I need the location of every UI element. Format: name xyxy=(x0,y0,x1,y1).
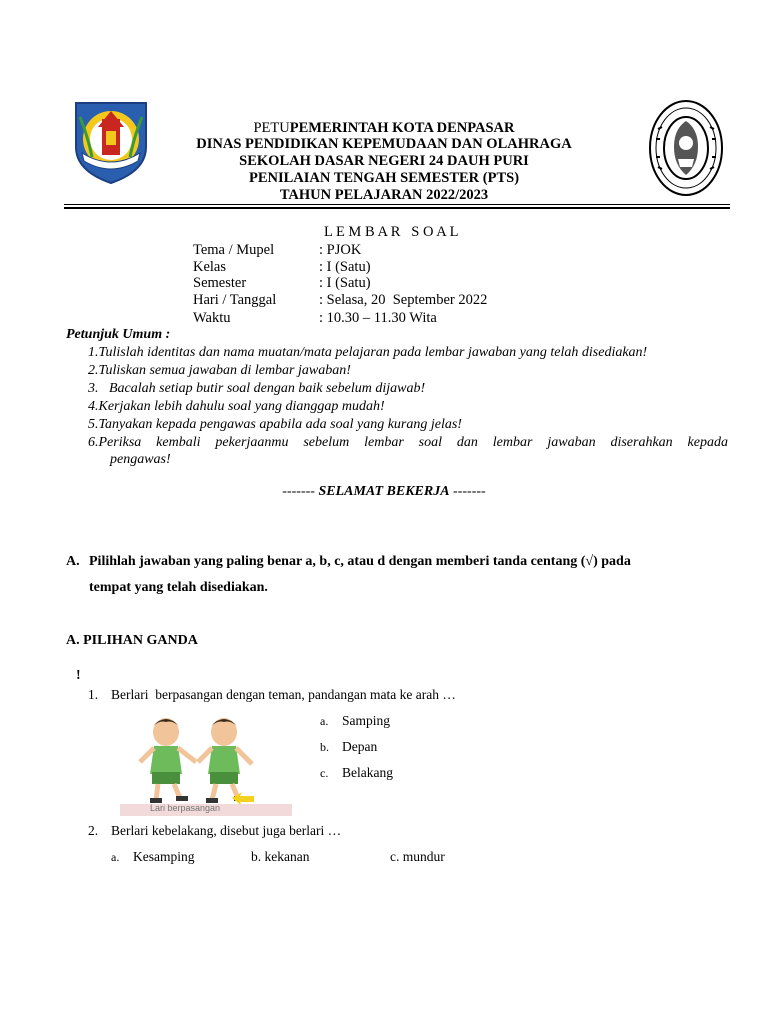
header-line-3: SEKOLAH DASAR NEGERI 24 DAUH PURI xyxy=(239,153,529,169)
instruction-item-6-cont: pengawas! xyxy=(110,452,171,467)
header-divider-thick xyxy=(64,207,730,209)
question-2-text: Berlari kebelakang, disebut juga berlari … xyxy=(111,823,342,838)
question-2-number: 2. xyxy=(88,823,99,838)
question-2-option-b: b. kekanan xyxy=(251,849,310,864)
section-a-instruction-2: tempat yang telah disediakan. xyxy=(89,580,268,595)
info-row-semester: Semester : I (Satu) xyxy=(193,275,371,291)
header-line-2: DINAS PENDIDIKAN KEPEMUDAAN DAN OLAHRAGA xyxy=(196,136,572,152)
question-1-option-a: a. Samping xyxy=(320,713,391,728)
header-line-1: PETUPEMERINTAH KOTA DENPASAR xyxy=(253,120,515,136)
info-row-waktu: Waktu : 10.30 – 11.30 Wita xyxy=(193,310,437,326)
question-2-option-c: c. mundur xyxy=(390,849,445,864)
pilihan-ganda-heading: A. PILIHAN GANDA xyxy=(66,633,198,648)
header-divider-thin xyxy=(64,204,730,205)
question-1-number: 1. xyxy=(88,687,99,702)
sheet-title: L E M B A R S O A L xyxy=(324,224,459,240)
question-2-option-a: a. Kesamping xyxy=(111,849,195,864)
info-row-tema: Tema / Mupel : PJOK xyxy=(193,242,362,258)
instruction-item-5: 5.Tanyakan kepada pengawas apabila ada soal yang kurang jelas! xyxy=(88,417,462,432)
question-1-option-c: c. Belakang xyxy=(320,765,393,780)
instruction-item-2: 2.Tuliskan semua jawaban di lembar jawaban! xyxy=(88,363,351,378)
instructions-heading: Petunjuk Umum : xyxy=(66,327,171,342)
instruction-item-4: 4.Kerjakan lebih dahulu soal yang dianggap mudah! xyxy=(88,399,385,414)
instruction-item-6: 6.Periksa kembali pekerjaanmu sebelum lembar soal dan lembar jawaban diserahkan kepada xyxy=(88,435,728,450)
info-row-kelas: Kelas : I (Satu) xyxy=(193,259,371,275)
header-line-4: PENILAIAN TENGAH SEMESTER (PTS) xyxy=(248,170,520,186)
running-pair-illustration xyxy=(120,712,292,816)
section-marker: ! xyxy=(76,668,81,683)
section-a-label: A. xyxy=(66,554,80,569)
header-line-5: TAHUN PELAJARAN 2022/2023 xyxy=(279,187,489,203)
closing-message: ------- SELAMAT BEKERJA ------- xyxy=(282,484,486,499)
illustration-caption: Lari berpasangan xyxy=(150,803,221,813)
question-1-option-b: b. Depan xyxy=(320,739,378,754)
info-row-tanggal: Hari / Tanggal : Selasa, 20 September 2022 xyxy=(193,292,488,308)
instruction-item-3: 3. Bacalah setiap butir soal dengan baik sebelum dijawab! xyxy=(88,381,426,396)
question-1-text: Berlari berpasangan dengan teman, pandangan mata ke arah … xyxy=(111,687,456,702)
section-a-instruction-1: Pilihlah jawaban yang paling benar a, b, c, atau d dengan memberi tanda centang (√) pada xyxy=(89,554,631,569)
instruction-item-1: 1.Tulislah identitas dan nama muatan/mata pelajaran pada lembar jawaban yang telah disediakan! xyxy=(88,345,648,360)
